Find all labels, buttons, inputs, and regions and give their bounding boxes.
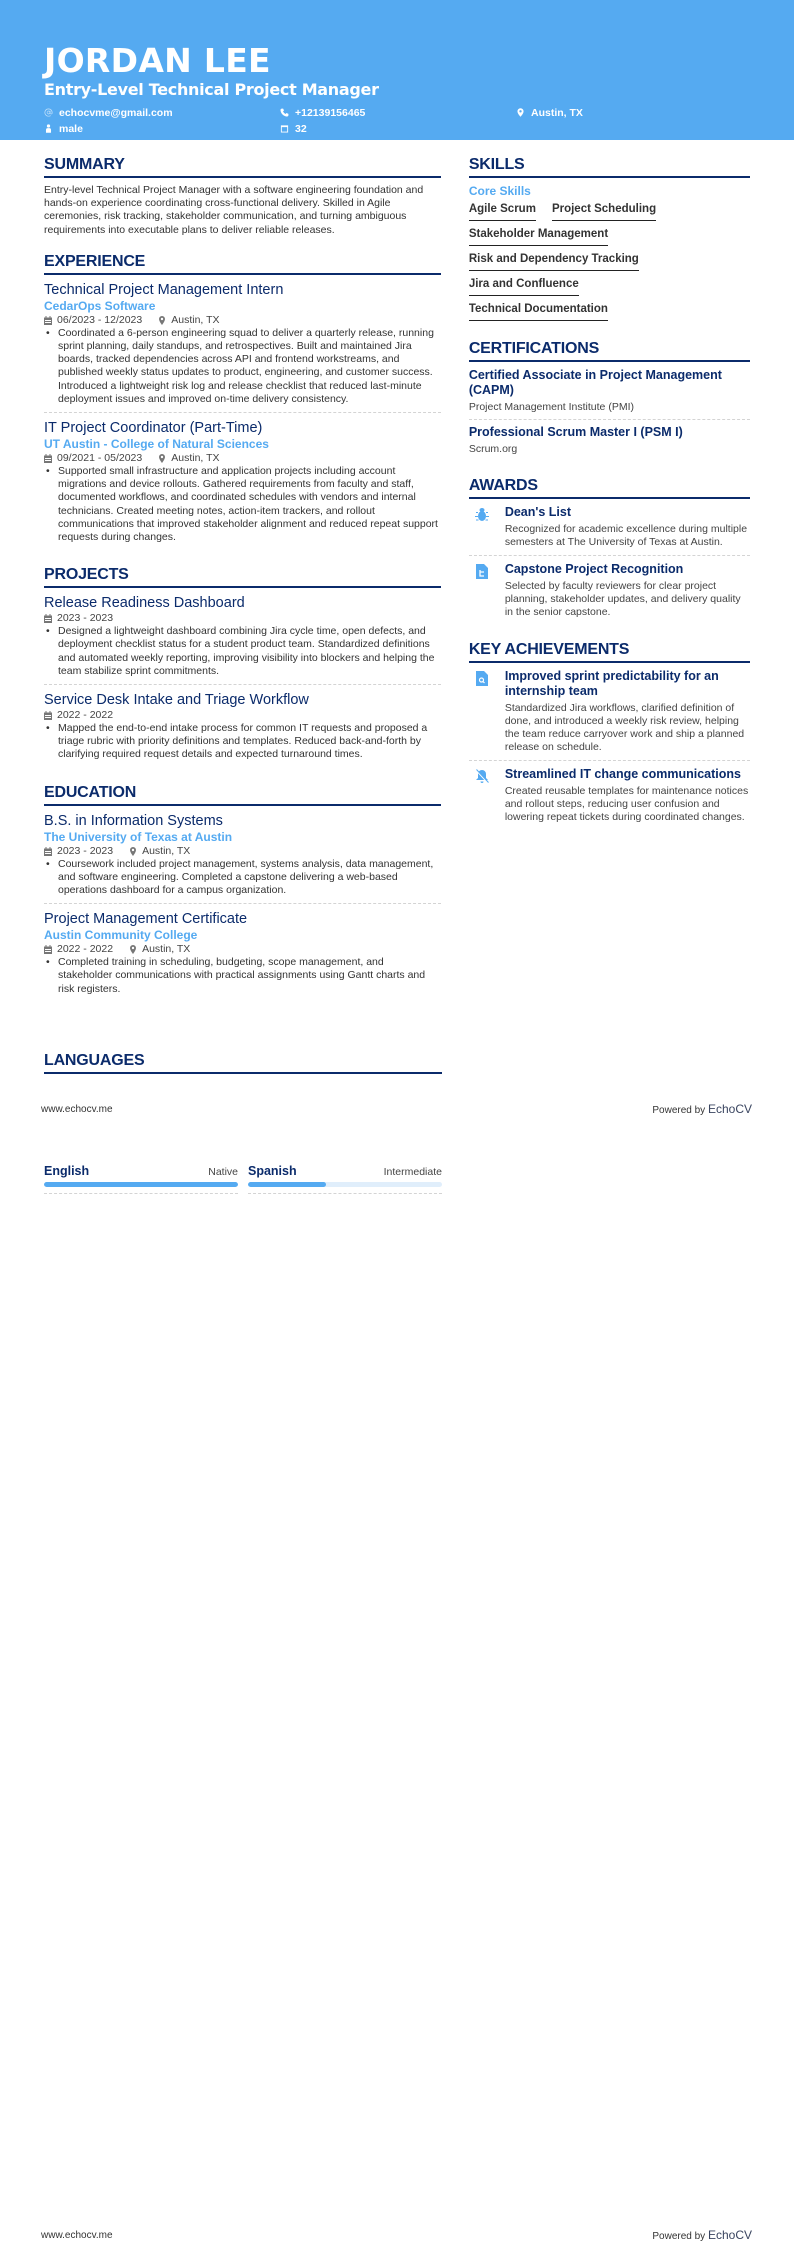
award-entry [469,505,750,556]
map-pin-icon [129,945,137,954]
location: Austin, TX [171,313,220,326]
contact-phone[interactable] [280,106,516,119]
file-icon [475,564,489,579]
company-name: CedarOps Software [44,298,156,313]
award-title: Capstone Project Recognition [504,562,684,576]
user-icon [44,124,53,133]
map-pin-icon [158,316,166,325]
section-title: SKILLS [469,156,750,178]
skill-tag: Stakeholder Management [469,224,608,246]
candidate-name: JORDAN LEE [44,41,271,80]
map-pin-icon [158,454,166,463]
job-title: Technical Project Management Intern [44,281,284,298]
section-title: LANGUAGES [44,1052,442,1074]
skill-tag: Agile Scrum [469,199,536,221]
certification-issuer: Scrum.org [468,443,518,455]
location: Austin, TX [142,844,191,857]
bell-slash-icon [475,769,489,784]
experience-entry [44,419,441,550]
gender-text: male [59,122,83,135]
right-column [469,156,750,1018]
date-range: 2023 - 2023 [57,844,114,857]
language-name: Spanish [248,1164,297,1178]
achievement-entry [469,669,750,761]
footer-website[interactable]: www.echocv.me [41,1104,113,1115]
footer-powered-by[interactable] [652,2228,752,2242]
calendar-icon [44,316,52,325]
proficiency-fill [44,1182,238,1187]
calendar-icon [44,711,52,720]
award-entry [469,562,750,625]
achievement-entry [469,767,750,830]
section-title: AWARDS [469,477,750,499]
degree-title: B.S. in Information Systems [44,812,223,829]
proficiency-bar [248,1182,442,1187]
certification-entry [469,368,750,420]
powered-brand: EchoCV [707,1102,752,1116]
bug-icon [475,507,489,522]
project-entry [44,594,441,685]
skills-section [469,156,750,324]
section-title: PROJECTS [44,566,441,588]
education-section [44,784,441,1002]
date-range: 2022 - 2022 [57,943,114,956]
powered-prefix: Powered by [652,1105,708,1116]
achievement-description: Standardized Jira workflows, clarified definition of done, and introduced a weekly risk review, helping the team reduce carryover work and ship a planned release on schedule. [504,702,745,753]
company-name: UT Austin - College of Natural Sciences [44,437,269,452]
education-entry [44,812,441,905]
achievement-description: Created reusable templates for maintenance notices and rollout steps, reducing user confusion and lowering repeat tickets during coordinated changes. [504,785,749,823]
summary-section [44,156,441,237]
school-name: The University of Texas at Austin [44,829,233,844]
skill-tag: Jira and Confluence [469,274,579,296]
entry-description: • Mapped the end-to-end intake process for common IT requests and proposed a triage rubric with priority definitions and templates. Reduced back-and-forth by clarifying required request details and expected turnaround times. [44,722,441,762]
at-icon [44,108,53,117]
certification-title: Professional Scrum Master I (PSM I) [468,425,683,439]
contact-age [280,122,516,135]
entry-description: • Coordinated a 6-person engineering squad to deliver a quarterly release, running sprint planning, daily standups, and retrospectives. Built and maintained Jira boards, tracked dependencies across API and frontend workstreams, and published weekly status updates to product, engineering, and customer success. Introduced a lightweight risk log and release checklist that reduced last-minute deployment issues and improved on-time delivery consistency. [44,327,441,406]
certification-issuer: Project Management Institute (PMI) [468,401,634,413]
experience-entry [44,281,441,413]
section-title: EDUCATION [44,784,441,806]
calendar-icon [44,614,52,623]
award-description: Selected by faculty reviewers for clear project planning, stakeholder updates, and delivery quality in the senior capstone. [504,580,741,618]
proficiency-fill [248,1182,326,1187]
age-text: 32 [295,122,307,135]
resume-body [0,156,794,1018]
contact-list [44,106,750,135]
footer-website[interactable]: www.echocv.me [41,2230,113,2241]
proficiency-bar [44,1182,238,1187]
calendar-icon [280,124,289,133]
project-entry [44,691,441,768]
entry-meta [44,314,441,327]
experience-section [44,253,441,550]
date-range: 06/2023 - 12/2023 [57,313,143,326]
entry-meta [44,845,441,858]
powered-prefix: Powered by [652,2231,708,2242]
entry-description: • Designed a lightweight dashboard combining Jira cycle time, open defects, and deployment checklist status for a student product team. Standardized definitions and automated weekly reporting, improving visibility into blockers and helping the team stabilize sprint commitments. [44,625,441,678]
award-description: Recognized for academic excellence during multiple semesters at The University of Texas at Austin. [504,523,748,548]
calendar-icon [44,454,52,463]
degree-title: Project Management Certificate [44,911,248,928]
education-entry [44,910,441,1002]
skill-tag: Project Scheduling [552,199,656,221]
achievements-section [469,641,750,830]
project-title: Service Desk Intake and Triage Workflow [44,692,309,709]
entry-meta [44,452,441,465]
map-pin-icon [129,847,137,856]
contact-gender [44,122,280,135]
file-search-icon [475,671,489,686]
entry-description: • Coursework included project management, systems analysis, data management, and software engineering. Completed a capstone delivering a web-based operations dashboard for a campus organization. [44,858,441,898]
phone-icon [280,108,289,117]
languages-section [44,1052,442,1080]
section-title: SUMMARY [44,156,441,178]
award-title: Dean's List [504,505,572,519]
skill-tag: Risk and Dependency Tracking [469,249,639,271]
email-text: echocvme@gmail.com [59,106,173,119]
map-pin-icon [516,108,525,117]
location-text: Austin, TX [531,106,583,119]
language-name: English [44,1164,90,1178]
skill-tag: Technical Documentation [469,299,608,321]
location: Austin, TX [142,943,191,956]
candidate-role: Entry-Level Technical Project Manager [44,80,379,99]
achievement-title: Improved sprint predictability for an internship team [504,669,719,698]
language-entry [44,1164,238,1194]
language-list [44,1164,442,1194]
skill-list [469,199,750,324]
achievement-title: Streamlined IT change communications [504,767,741,781]
contact-email[interactable] [44,106,280,119]
entry-meta [44,612,441,625]
entry-description: • Supported small infrastructure and application projects including account migrations and device rollouts. Gathered requirements from faculty and staff, documented workflows, and coordinated schedules with vendors and internal technicians. Created meeting notes, action-item trackers, and rollout communications that improved stakeholder alignment and reduced repeat support requests during changes. [44,465,441,544]
entry-meta [44,709,441,722]
certification-title: Certified Associate in Project Management (CAPM) [468,368,722,397]
project-title: Release Readiness Dashboard [44,595,245,612]
language-level: Native [208,1166,238,1178]
section-title: EXPERIENCE [44,253,441,275]
date-range: 2023 - 2023 [57,612,114,625]
certification-entry [469,425,750,461]
date-range: 09/2021 - 05/2023 [57,452,143,465]
resume-header [0,0,794,140]
section-title: KEY ACHIEVEMENTS [469,641,750,663]
section-title: CERTIFICATIONS [469,340,750,362]
skills-subtitle: Core Skills [468,184,531,198]
entry-description: • Completed training in scheduling, budgeting, scope management, and stakeholder communications with practical assignments using Gantt charts and risk registers. [44,956,441,996]
certifications-section [469,340,750,461]
location: Austin, TX [171,452,220,465]
left-column [44,156,441,1018]
projects-section [44,566,441,767]
language-entry [248,1164,442,1194]
date-range: 2022 - 2022 [57,709,114,722]
school-name: Austin Community College [44,928,198,943]
phone-text: +12139156465 [295,106,366,119]
footer-powered-by[interactable] [652,1102,752,1116]
awards-section [469,477,750,625]
calendar-icon [44,847,52,856]
calendar-icon [44,945,52,954]
entry-meta [44,943,441,956]
summary-text: Entry-level Technical Project Manager with a software engineering foundation and hands-on experience coordinating cross-functional delivery. Skilled in Agile ceremonies, risk tracking, stakeholder communication, and turning ambiguous requirements into executable plans to deliver reliable releases. [44,184,424,236]
language-level: Intermediate [383,1166,442,1178]
contact-location [516,106,716,119]
powered-brand: EchoCV [707,2228,752,2242]
job-title: IT Project Coordinator (Part-Time) [44,420,263,437]
